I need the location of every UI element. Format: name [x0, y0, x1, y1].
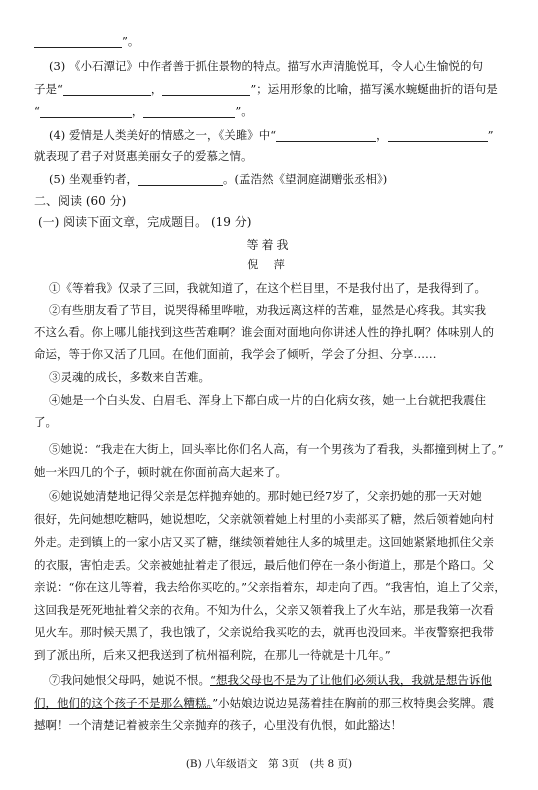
answer-blank: [276, 130, 376, 142]
text: ，: [150, 82, 163, 96]
answer-blank: [388, 130, 488, 142]
text: (5) 坐观垂钓者，: [49, 172, 138, 186]
paragraph-line: 不这么看。你上哪儿能找到这些苦难啊？谁会面对面地向你讲述人性的挣扎啊？体味别人的: [34, 325, 494, 339]
text: 。(孟浩然《望洞庭湖赠张丞相》): [222, 172, 388, 186]
q3-line-2: [34, 82, 506, 96]
answer-blank: [40, 106, 132, 118]
paragraph-line: [34, 696, 506, 710]
paragraph-line: ④她是一个白头发、白眉毛、浑身上下都白成一片的白化病女孩，她一上台就把我震住: [49, 393, 486, 407]
paragraph-line: 的衣服，害怕走丢。父亲被她扯着走了很远，最后他们停在一条小街道上，那是个路口。父: [34, 558, 494, 572]
paragraph-line: 亲说：“你在这儿等着，我去给你买吃的。”父亲指着东，却走向了西。“我害怕，追上了父亲，: [34, 580, 506, 594]
paragraph-line: 外走。走到镇上的一家小店又买了糖，继续领着她往人多的城里走。这回她紧紧地抓住父亲: [34, 535, 494, 549]
text: ”: [487, 128, 494, 142]
text: ”；运用形象的比喻，描写溪水蜿蜒曲折的语句是: [250, 82, 498, 96]
answer-blank: [138, 174, 223, 186]
section-title: 二、阅读 (60 分): [34, 194, 127, 208]
text: ，: [131, 104, 144, 118]
paragraph-line: 见火车。那时候天黑了，我也饿了，父亲说给我买吃的去，就再也没回来。半夜警察把我带: [34, 625, 494, 639]
paragraph-line: 很好，先问她想吃糖吗，她说想吃，父亲就领着她上村里的小卖部买了糖，然后领着她向村: [34, 512, 494, 526]
q4-line-1: [49, 128, 506, 142]
q3-line-3: [34, 104, 506, 118]
text: “: [34, 104, 40, 118]
paragraph-line: 她一米四几的个子，顿时就在你面前高大起来了。: [34, 465, 287, 479]
answer-blank: [143, 106, 235, 118]
paragraph-line: ①《等着我》仅录了三回，我就知道了，在这个栏目里，不是我付出了，是我得到了。: [49, 281, 486, 295]
text: ”小姑娘边说边晃荡着挂在胸前的那三枚特奥会奖牌。震: [212, 696, 495, 710]
text: ，: [376, 128, 388, 142]
answer-blank: [63, 84, 151, 96]
text: (4) 爱情是人类美好的情感之一，《关雎》中“: [49, 128, 277, 142]
text: 子是“: [34, 82, 63, 96]
paragraph-line: ⑤她说：“我走在大街上，回头率比你们名人高，有一个男孩为了看我，头都撞到树上了。”: [49, 442, 504, 456]
text: ”。: [235, 104, 253, 118]
paragraph-line: 到了派出所，后来又把我送到了杭州福利院，在那儿一待就是十几年。”: [34, 648, 391, 662]
paragraph-line: 了。: [34, 415, 57, 429]
article-title: 等着我: [246, 238, 292, 252]
underlined-text: “想我父母也不是为了让他们必须认我，我就是想告诉他: [210, 673, 492, 687]
paragraph-line: ②有些朋友看了节目，说哭得稀里哗啦，劝我远离这样的苦难，显然是心疼我。其实我: [49, 303, 486, 317]
underlined-text: 们，他们的这个孩子不是那么糟糕。: [34, 696, 213, 710]
q4-line-2: 就表现了君子对贤惠美丽女子的爱慕之情。: [34, 149, 253, 163]
paragraph-line: ③灵魂的成长，多数来自苦难。: [49, 370, 210, 384]
q5-line: [49, 172, 506, 186]
line-q2-tail: [34, 34, 506, 48]
answer-blank: [162, 84, 250, 96]
paragraph-line: [49, 673, 506, 687]
answer-blank: [34, 36, 122, 48]
paragraph-line: 命运，等于你又活了几回。在他们面前，我学会了倾听，学会了分担、分享……: [34, 347, 437, 361]
article-author: 倪 萍: [247, 258, 291, 271]
section-subtitle: (一) 阅读下面文章，完成题目。 (19 分): [38, 215, 252, 229]
text: ”。: [122, 34, 140, 48]
q3-line-1: (3) 《小石潭记》中作者善于抓住景物的特点。描写水声清脆悦耳，令人心生愉悦的句: [49, 59, 483, 73]
paragraph-line: 撼啊！一个清楚记着被亲生父亲抛弃的孩子，心里没有仇恨，如此豁达！: [34, 718, 402, 732]
paragraph-line: ⑥她说她清楚地记得父亲是怎样抛弃她的。那时她已经7岁了，父亲扔她的那一天对她: [49, 489, 482, 503]
paragraph-line: 这回我是死死地扯着父亲的衣角。不知为什么，父亲又领着我上了火车站，那是我第一次看: [34, 603, 494, 617]
text: ⑦我问她恨父母吗，她说不恨。: [49, 673, 210, 687]
page-footer: (B) 八年级语文 第 3页 (共 8 页): [185, 758, 353, 770]
